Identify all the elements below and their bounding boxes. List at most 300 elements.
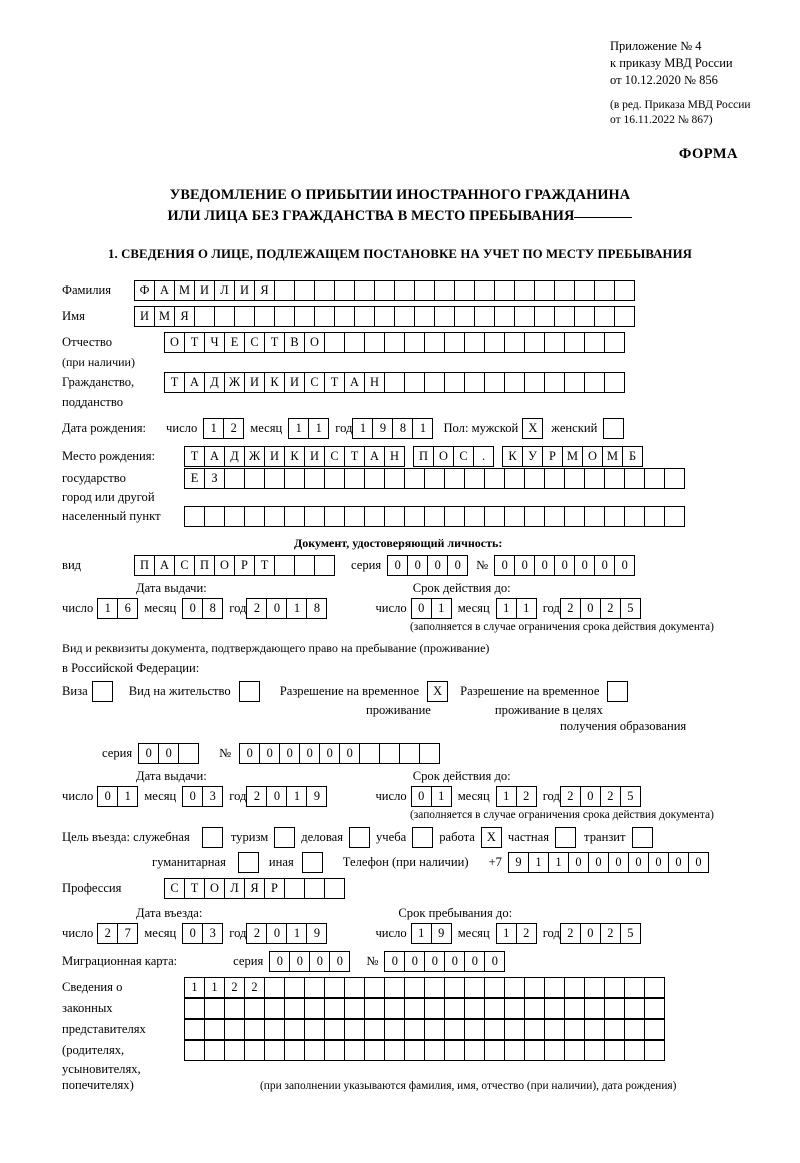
cell[interactable]: 0 [554, 555, 575, 576]
cell[interactable]: Д [204, 372, 225, 393]
cell[interactable]: Н [364, 372, 385, 393]
field-legal-rep-row-3[interactable] [184, 1019, 665, 1040]
cell[interactable] [384, 1019, 405, 1040]
cell[interactable] [214, 306, 235, 327]
cell[interactable] [304, 506, 325, 527]
cell[interactable] [604, 977, 625, 998]
cell[interactable]: 0 [574, 555, 595, 576]
cell[interactable]: 3 [202, 786, 223, 807]
cell[interactable]: 1 [286, 786, 307, 807]
cell[interactable]: 1 [203, 418, 224, 439]
checkbox-cell[interactable]: X [481, 827, 502, 848]
cell[interactable]: Т [254, 555, 275, 576]
cell[interactable] [584, 372, 605, 393]
cell[interactable] [354, 280, 375, 301]
field-stay-day[interactable] [411, 923, 452, 944]
cell[interactable] [624, 977, 645, 998]
cell[interactable] [364, 1040, 385, 1061]
cell[interactable] [504, 998, 525, 1019]
cell[interactable]: 1 [288, 418, 309, 439]
cell[interactable]: Т [264, 332, 285, 353]
cell[interactable]: 0 [484, 951, 505, 972]
cell[interactable] [384, 1040, 405, 1061]
cell[interactable]: 2 [600, 598, 621, 619]
cell[interactable] [224, 1040, 245, 1061]
cell[interactable] [564, 506, 585, 527]
cell[interactable] [314, 555, 335, 576]
cell[interactable] [324, 332, 345, 353]
field-edu-residence-check[interactable] [607, 681, 628, 702]
field-stay-valid-year[interactable] [560, 786, 641, 807]
cell[interactable]: 0 [688, 852, 709, 873]
cell[interactable]: 0 [182, 598, 203, 619]
cell[interactable] [464, 372, 485, 393]
field-purpose-business[interactable] [349, 827, 370, 848]
checkbox-cell[interactable] [607, 681, 628, 702]
cell[interactable] [364, 977, 385, 998]
cell[interactable]: 0 [319, 743, 340, 764]
field-birth-city[interactable] [184, 468, 685, 489]
cell[interactable]: 9 [306, 923, 327, 944]
cell[interactable]: 0 [299, 743, 320, 764]
cell[interactable] [544, 977, 565, 998]
field-doc-valid-day[interactable] [411, 598, 452, 619]
cell[interactable] [384, 506, 405, 527]
cell[interactable]: И [234, 280, 255, 301]
cell[interactable] [514, 306, 535, 327]
cell[interactable] [364, 506, 385, 527]
checkbox-cell[interactable] [632, 827, 653, 848]
cell[interactable]: 0 [309, 951, 330, 972]
cell[interactable] [644, 1040, 665, 1061]
field-temp-residence-check[interactable] [427, 681, 448, 702]
cell[interactable] [524, 998, 545, 1019]
cell[interactable] [544, 1019, 565, 1040]
cell[interactable]: 0 [427, 555, 448, 576]
cell[interactable] [284, 977, 305, 998]
field-stay-number[interactable] [239, 743, 440, 764]
cell[interactable]: 2 [516, 923, 537, 944]
cell[interactable] [178, 743, 199, 764]
cell[interactable] [224, 506, 245, 527]
cell[interactable] [464, 998, 485, 1019]
cell[interactable] [359, 743, 380, 764]
cell[interactable]: 0 [384, 951, 405, 972]
cell[interactable] [244, 506, 265, 527]
cell[interactable]: 2 [246, 923, 267, 944]
cell[interactable] [224, 468, 245, 489]
cell[interactable]: 0 [404, 951, 425, 972]
cell[interactable]: 0 [279, 743, 300, 764]
cell[interactable] [254, 306, 275, 327]
cell[interactable] [484, 468, 505, 489]
cell[interactable]: А [364, 446, 385, 467]
cell[interactable]: 2 [516, 786, 537, 807]
cell[interactable] [419, 743, 440, 764]
cell[interactable] [544, 998, 565, 1019]
field-mcard-series[interactable] [269, 951, 350, 972]
cell[interactable] [534, 306, 555, 327]
cell[interactable]: О [304, 332, 325, 353]
cell[interactable] [464, 468, 485, 489]
cell[interactable]: 0 [608, 852, 629, 873]
cell[interactable] [504, 468, 525, 489]
cell[interactable]: 2 [224, 977, 245, 998]
cell[interactable] [494, 280, 515, 301]
cell[interactable] [604, 998, 625, 1019]
cell[interactable] [244, 1019, 265, 1040]
cell[interactable] [614, 280, 635, 301]
cell[interactable] [474, 280, 495, 301]
cell[interactable]: 1 [548, 852, 569, 873]
cell[interactable] [524, 468, 545, 489]
cell[interactable] [644, 998, 665, 1019]
cell[interactable] [544, 468, 565, 489]
cell[interactable]: Т [344, 446, 365, 467]
cell[interactable]: 8 [392, 418, 413, 439]
cell[interactable] [404, 977, 425, 998]
cell[interactable]: 2 [560, 786, 581, 807]
cell[interactable]: Е [184, 468, 205, 489]
cell[interactable] [504, 1040, 525, 1061]
cell[interactable] [534, 280, 555, 301]
cell[interactable] [264, 977, 285, 998]
cell[interactable] [304, 878, 325, 899]
cell[interactable] [379, 743, 400, 764]
field-stay-series[interactable] [138, 743, 199, 764]
cell[interactable] [284, 1040, 305, 1061]
cell[interactable] [594, 306, 615, 327]
cell[interactable]: Р [234, 555, 255, 576]
cell[interactable] [304, 977, 325, 998]
cell[interactable]: И [134, 306, 155, 327]
cell[interactable] [484, 506, 505, 527]
cell[interactable]: 2 [600, 923, 621, 944]
cell[interactable]: 0 [269, 951, 290, 972]
cell[interactable]: 5 [620, 598, 641, 619]
field-name[interactable] [134, 306, 635, 327]
field-stay-issue-year[interactable] [246, 786, 327, 807]
cell[interactable] [364, 1019, 385, 1040]
cell[interactable] [264, 1040, 285, 1061]
checkbox-cell[interactable] [555, 827, 576, 848]
cell[interactable]: П [413, 446, 434, 467]
cell[interactable]: М [154, 306, 175, 327]
cell[interactable]: 0 [424, 951, 445, 972]
cell[interactable]: 1 [352, 418, 373, 439]
field-legal-rep-row-2[interactable] [184, 998, 665, 1019]
field-doc-issue-month[interactable] [182, 598, 223, 619]
cell[interactable]: С [244, 332, 265, 353]
cell[interactable]: 0 [259, 743, 280, 764]
field-doc-series[interactable] [387, 555, 468, 576]
cell[interactable] [644, 1019, 665, 1040]
cell[interactable] [524, 332, 545, 353]
cell[interactable] [644, 506, 665, 527]
cell[interactable] [494, 306, 515, 327]
cell[interactable] [564, 1019, 585, 1040]
cell[interactable] [304, 468, 325, 489]
cell[interactable]: Н [384, 446, 405, 467]
cell[interactable]: 2 [246, 786, 267, 807]
cell[interactable] [444, 977, 465, 998]
cell[interactable]: 0 [158, 743, 179, 764]
cell[interactable] [624, 998, 645, 1019]
cell[interactable] [584, 332, 605, 353]
cell[interactable] [324, 1040, 345, 1061]
cell[interactable]: И [264, 446, 285, 467]
cell[interactable] [584, 468, 605, 489]
cell[interactable]: О [204, 878, 225, 899]
cell[interactable]: З [204, 468, 225, 489]
cell[interactable]: 2 [560, 598, 581, 619]
cell[interactable]: П [134, 555, 155, 576]
cell[interactable] [574, 280, 595, 301]
cell[interactable] [374, 280, 395, 301]
cell[interactable] [294, 306, 315, 327]
cell[interactable] [604, 468, 625, 489]
cell[interactable] [504, 1019, 525, 1040]
cell[interactable] [514, 280, 535, 301]
cell[interactable] [394, 306, 415, 327]
cell[interactable] [584, 977, 605, 998]
cell[interactable] [524, 506, 545, 527]
cell[interactable]: 0 [580, 923, 601, 944]
cell[interactable]: Л [214, 280, 235, 301]
field-doc-valid-month[interactable] [496, 598, 537, 619]
cell[interactable] [444, 1019, 465, 1040]
cell[interactable] [544, 506, 565, 527]
checkbox-cell[interactable] [239, 681, 260, 702]
cell[interactable] [464, 1040, 485, 1061]
cell[interactable]: 1 [496, 923, 517, 944]
cell[interactable] [524, 1040, 545, 1061]
cell[interactable]: С [174, 555, 195, 576]
field-entry-month[interactable] [182, 923, 223, 944]
field-stay-issue-month[interactable] [182, 786, 223, 807]
field-residence-check[interactable] [239, 681, 260, 702]
cell[interactable] [564, 372, 585, 393]
field-birth-year[interactable] [352, 418, 433, 439]
field-legal-rep-row-1[interactable] [184, 977, 665, 998]
cell[interactable]: 0 [580, 598, 601, 619]
field-purpose-tourism[interactable] [274, 827, 295, 848]
cell[interactable]: 0 [339, 743, 360, 764]
field-doc-issue-year[interactable] [246, 598, 327, 619]
cell[interactable]: 0 [444, 951, 465, 972]
field-citizenship[interactable] [164, 372, 625, 393]
cell[interactable] [324, 878, 345, 899]
cell[interactable] [354, 306, 375, 327]
field-profession[interactable] [164, 878, 345, 899]
cell[interactable] [384, 372, 405, 393]
cell[interactable] [204, 1040, 225, 1061]
cell[interactable] [504, 977, 525, 998]
cell[interactable]: 1 [431, 598, 452, 619]
cell[interactable]: 0 [588, 852, 609, 873]
cell[interactable]: 0 [464, 951, 485, 972]
cell[interactable]: А [154, 555, 175, 576]
cell[interactable] [424, 1019, 445, 1040]
cell[interactable]: 1 [97, 598, 118, 619]
cell[interactable] [434, 280, 455, 301]
cell[interactable] [424, 998, 445, 1019]
cell[interactable]: 0 [447, 555, 468, 576]
field-sex-female[interactable] [603, 418, 624, 439]
cell[interactable]: 1 [496, 786, 517, 807]
cell[interactable] [414, 280, 435, 301]
cell[interactable] [294, 280, 315, 301]
cell[interactable]: И [244, 372, 265, 393]
cell[interactable]: Т [164, 372, 185, 393]
field-birth-state[interactable] [184, 446, 405, 467]
cell[interactable] [524, 977, 545, 998]
field-birth-locality[interactable] [184, 506, 685, 527]
cell[interactable] [474, 306, 495, 327]
cell[interactable]: С [164, 878, 185, 899]
field-purpose-study[interactable] [412, 827, 433, 848]
cell[interactable] [464, 332, 485, 353]
cell[interactable]: М [602, 446, 623, 467]
cell[interactable] [234, 306, 255, 327]
cell[interactable] [284, 506, 305, 527]
cell[interactable]: Я [254, 280, 275, 301]
cell[interactable]: К [264, 372, 285, 393]
cell[interactable]: П [194, 555, 215, 576]
cell[interactable]: М [562, 446, 583, 467]
field-stay-valid-day[interactable] [411, 786, 452, 807]
cell[interactable]: 8 [306, 598, 327, 619]
field-purpose-private[interactable] [555, 827, 576, 848]
cell[interactable] [424, 468, 445, 489]
cell[interactable]: 0 [411, 786, 432, 807]
cell[interactable]: А [154, 280, 175, 301]
cell[interactable] [564, 332, 585, 353]
cell[interactable]: С [324, 446, 345, 467]
cell[interactable]: М [174, 280, 195, 301]
cell[interactable]: 7 [117, 923, 138, 944]
cell[interactable] [344, 506, 365, 527]
cell[interactable]: 1 [516, 598, 537, 619]
cell[interactable] [384, 977, 405, 998]
cell[interactable] [204, 998, 225, 1019]
field-stay-year[interactable] [560, 923, 641, 944]
cell[interactable] [274, 555, 295, 576]
cell[interactable]: . [473, 446, 494, 467]
cell[interactable] [444, 998, 465, 1019]
cell[interactable] [244, 468, 265, 489]
cell[interactable]: А [184, 372, 205, 393]
cell[interactable]: 1 [286, 598, 307, 619]
cell[interactable]: О [582, 446, 603, 467]
cell[interactable]: 5 [620, 923, 641, 944]
cell[interactable] [484, 998, 505, 1019]
cell[interactable]: В [284, 332, 305, 353]
cell[interactable]: 9 [306, 786, 327, 807]
cell[interactable]: Т [184, 446, 205, 467]
cell[interactable] [324, 977, 345, 998]
cell[interactable] [184, 1040, 205, 1061]
cell[interactable] [264, 1019, 285, 1040]
cell[interactable]: Л [224, 878, 245, 899]
cell[interactable] [344, 1040, 365, 1061]
cell[interactable] [484, 1040, 505, 1061]
cell[interactable]: 0 [289, 951, 310, 972]
cell[interactable]: 1 [308, 418, 329, 439]
cell[interactable]: Я [244, 878, 265, 899]
cell[interactable]: 2 [97, 923, 118, 944]
cell[interactable]: 0 [239, 743, 260, 764]
cell[interactable]: 0 [411, 598, 432, 619]
checkbox-cell[interactable] [412, 827, 433, 848]
cell[interactable]: 0 [648, 852, 669, 873]
cell[interactable]: 0 [182, 786, 203, 807]
cell[interactable] [324, 506, 345, 527]
cell[interactable] [284, 878, 305, 899]
cell[interactable] [614, 306, 635, 327]
cell[interactable] [304, 1019, 325, 1040]
cell[interactable] [454, 306, 475, 327]
cell[interactable] [424, 506, 445, 527]
field-entry-year[interactable] [246, 923, 327, 944]
cell[interactable] [344, 977, 365, 998]
cell[interactable] [204, 506, 225, 527]
cell[interactable] [544, 332, 565, 353]
cell[interactable] [399, 743, 420, 764]
cell[interactable]: 0 [329, 951, 350, 972]
cell[interactable]: 0 [266, 923, 287, 944]
cell[interactable]: 1 [412, 418, 433, 439]
cell[interactable] [424, 977, 445, 998]
cell[interactable] [444, 506, 465, 527]
checkbox-cell[interactable] [202, 827, 223, 848]
cell[interactable] [564, 468, 585, 489]
cell[interactable] [264, 506, 285, 527]
cell[interactable]: 0 [668, 852, 689, 873]
cell[interactable] [184, 1019, 205, 1040]
cell[interactable] [184, 998, 205, 1019]
cell[interactable] [344, 468, 365, 489]
cell[interactable] [324, 1019, 345, 1040]
cell[interactable]: 0 [628, 852, 649, 873]
cell[interactable] [544, 372, 565, 393]
cell[interactable]: Д [224, 446, 245, 467]
cell[interactable]: 0 [494, 555, 515, 576]
cell[interactable]: 1 [496, 598, 517, 619]
cell[interactable] [594, 280, 615, 301]
cell[interactable]: 2 [244, 977, 265, 998]
cell[interactable]: 0 [138, 743, 159, 764]
cell[interactable]: Е [224, 332, 245, 353]
cell[interactable] [564, 977, 585, 998]
field-mcard-number[interactable] [384, 951, 505, 972]
field-sex-male[interactable] [522, 418, 543, 439]
cell[interactable] [374, 306, 395, 327]
cell[interactable]: 1 [528, 852, 549, 873]
cell[interactable]: 8 [202, 598, 223, 619]
cell[interactable] [334, 306, 355, 327]
cell[interactable] [404, 332, 425, 353]
cell[interactable]: 0 [594, 555, 615, 576]
cell[interactable] [604, 332, 625, 353]
checkbox-cell[interactable] [274, 827, 295, 848]
cell[interactable] [464, 1019, 485, 1040]
cell[interactable] [444, 372, 465, 393]
cell[interactable]: 0 [387, 555, 408, 576]
cell[interactable] [604, 372, 625, 393]
checkbox-cell[interactable] [92, 681, 113, 702]
cell[interactable]: Р [264, 878, 285, 899]
